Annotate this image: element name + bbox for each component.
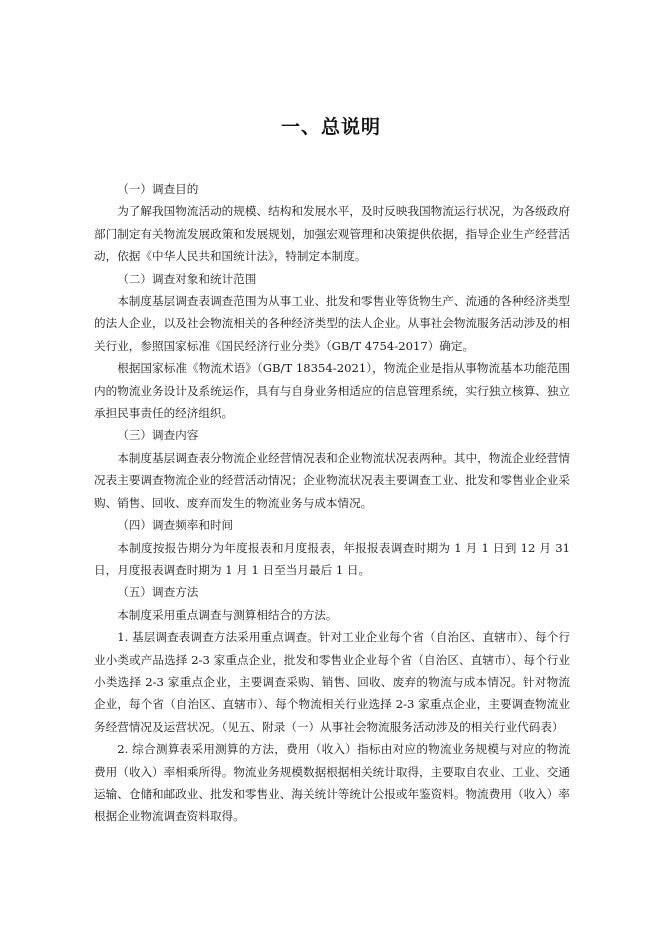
section-heading-method: （五）调查方法 [117, 585, 199, 600]
section-heading-content: （三）调查内容 [117, 428, 199, 443]
paragraph: 为了解我国物流活动的规模、结构和发展水平，及时反映我国物流运行状况，为各级政府部门制定有关物流发展政策和发展规划，加强宏观管理和决策提供依据，指导企业生产经营活动，依据《中华人民共和国统计法》，特制定本制度。 [94, 204, 570, 264]
paragraph: 本制度按报告期分为年度报表和月度报表，年报报表调查时期为 1 月 1 日到 12 月 31 日，月度报表调查时期为 1 月 1 日至当月最后 1 日。 [94, 540, 570, 577]
document-body [94, 178, 570, 828]
section-heading-purpose: （一）调查目的 [117, 182, 199, 196]
page-title: 一、总说明 [280, 116, 381, 138]
paragraph: 本制度基层调查表调查范围为从事工业、批发和零售业等货物生产、流通的各种经济类型的法人企业，以及社会物流相关的各种经济类型的法人企业。从事社会物流服务活动涉及的相关行业，参照国家标准《国民经济行业分类》（GB/T 4754-2017）确定。 [94, 294, 570, 353]
paragraph: 2. 综合测算表采用测算的方法，费用（收入）指标由对应的物流业务规模与对应的物流费用（收入）率相乘所得。物流业务规模数据根据相关统计取得，主要取自农业、工业、交通运输、仓储和邮政业、批发和零售业、海关统计等统计公报或年鉴资料。物流费用（收入）率根据企业物流调查资料取得。 [94, 742, 570, 824]
paragraph: 本制度采用重点调查与测算相结合的方法。 [117, 607, 338, 622]
section-heading-scope: （二）调查对象和统计范围 [117, 271, 257, 286]
paragraph: 1. 基层调查表调查方法采用重点调查。针对工业企业每个省（自治区、直辖市）、每个行业小类或产品选择 2-3 家重点企业，批发和零售业企业每个省（自治区、直辖市）、每个行业小类选择 2-3 家重点企业，主要调查采购、销售、回收、废弃的物流与成本情况。针对物流企业，每个省（自治区、直辖市）、每个物流相关行业选择 2-3 家重点企业，主要调查物流业务经营情况及运营状况。（见五、附录（一）从事社会物流服务活动涉及的相关行业代码表） [94, 630, 570, 734]
section-heading-frequency: （四）调查频率和时间 [117, 518, 234, 533]
paragraph: 本制度基层调查表分物流企业经营情况表和企业物流状况表两种。其中，物流企业经营情况表主要调查物流企业的经营活动情况；企业物流状况表主要调查工业、批发和零售业企业采购、销售、回收、废弃而发生的物流业务与成本情况。 [94, 450, 570, 510]
paragraph: 根据国家标准《物流术语》（GB/T 18354-2021），物流企业是指从事物流基本功能范围内的物流业务设计及系统运作，具有与自身业务相适应的信息管理系统，实行独立核算、独立承担民事责任的经济组织。 [94, 361, 570, 421]
